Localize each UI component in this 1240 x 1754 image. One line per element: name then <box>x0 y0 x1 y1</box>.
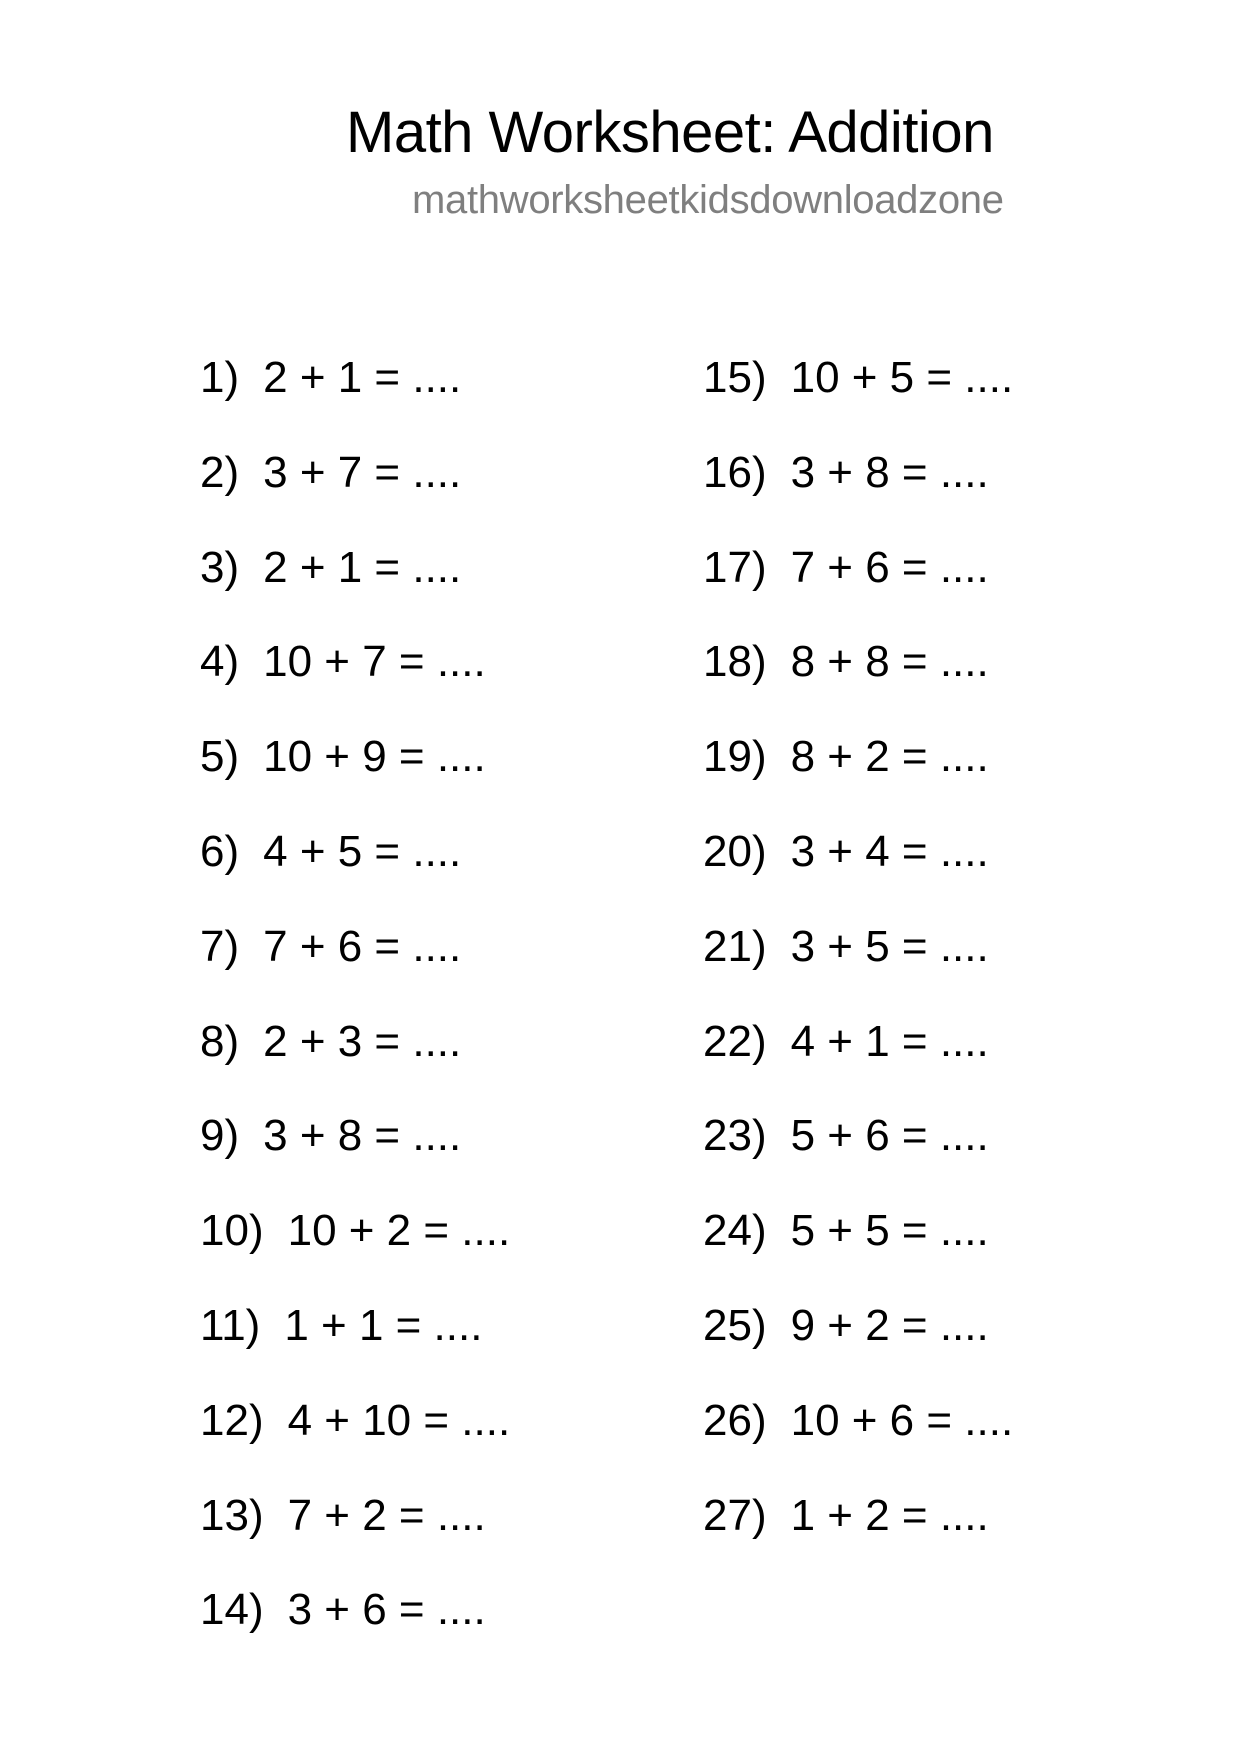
problem-number: 20) <box>703 826 767 876</box>
problem-number: 18) <box>703 637 767 687</box>
problem-number: 5) <box>200 732 240 782</box>
problem-item <box>200 1584 510 1679</box>
problem-number: 13) <box>200 1490 264 1540</box>
problem-expression: 7 + 6 = .... <box>790 542 989 592</box>
worksheet-title: Math Worksheet: Addition <box>346 100 994 165</box>
problem-number: 6) <box>200 826 240 876</box>
problem-expression: 2 + 1 = .... <box>263 542 462 592</box>
problem-number: 15) <box>703 353 767 402</box>
problem-expression: 9 + 2 = .... <box>790 1300 989 1350</box>
problem-expression: 8 + 8 = .... <box>790 637 989 687</box>
problem-item <box>200 1395 510 1490</box>
problem-number: 11) <box>200 1300 261 1350</box>
problem-item <box>200 1110 510 1205</box>
problem-item <box>703 1016 1013 1111</box>
problem-expression: 4 + 5 = .... <box>263 826 462 876</box>
problem-expression: 4 + 10 = .... <box>287 1395 511 1445</box>
problem-item <box>200 352 510 447</box>
problem-item <box>703 542 1013 637</box>
problem-expression: 10 + 9 = .... <box>263 732 486 782</box>
problem-column-right <box>703 352 1013 1584</box>
problem-column-left <box>200 352 510 1679</box>
problem-number: 16) <box>703 447 767 497</box>
problem-item <box>703 1300 1013 1395</box>
problem-item <box>200 826 510 921</box>
problem-number: 19) <box>703 732 767 782</box>
problem-expression: 3 + 7 = .... <box>263 447 462 497</box>
problem-expression: 10 + 2 = .... <box>287 1206 511 1256</box>
problem-item <box>703 447 1013 542</box>
problem-expression: 2 + 3 = .... <box>263 1016 462 1066</box>
problem-expression: 8 + 2 = .... <box>790 732 989 782</box>
problem-item <box>703 1490 1013 1585</box>
problem-number: 22) <box>703 1016 767 1066</box>
problem-expression: 1 + 2 = .... <box>790 1490 989 1540</box>
problem-number: 23) <box>703 1111 767 1161</box>
problem-number: 14) <box>200 1585 264 1635</box>
problem-number: 7) <box>200 921 240 971</box>
problem-number: 12) <box>200 1395 264 1445</box>
problem-number: 4) <box>200 637 240 687</box>
problem-item <box>200 636 510 731</box>
problem-number: 17) <box>703 542 767 592</box>
problem-number: 1) <box>200 353 240 402</box>
problem-item <box>200 542 510 637</box>
problem-expression: 4 + 1 = .... <box>790 1016 989 1066</box>
problem-item <box>200 921 510 1016</box>
problem-item <box>200 1300 510 1395</box>
problem-expression: 7 + 6 = .... <box>263 921 462 971</box>
problem-expression: 1 + 1 = .... <box>284 1300 483 1350</box>
problem-number: 24) <box>703 1206 767 1256</box>
problem-number: 27) <box>703 1490 767 1540</box>
problem-item <box>200 1490 510 1585</box>
problem-expression: 5 + 6 = .... <box>790 1111 989 1161</box>
problem-item <box>703 1205 1013 1300</box>
problem-expression: 10 + 6 = .... <box>790 1395 1014 1445</box>
problem-item <box>703 1395 1013 1490</box>
problem-expression: 3 + 4 = .... <box>790 826 989 876</box>
problem-number: 2) <box>200 447 240 497</box>
problem-number: 10) <box>200 1206 264 1256</box>
problem-expression: 10 + 7 = .... <box>263 637 486 687</box>
problem-number: 8) <box>200 1016 240 1066</box>
problem-number: 21) <box>703 921 767 971</box>
problem-number: 25) <box>703 1300 767 1350</box>
problem-item <box>200 447 510 542</box>
problem-item <box>703 826 1013 921</box>
problem-item <box>703 636 1013 731</box>
problem-expression: 10 + 5 = .... <box>790 353 1014 402</box>
problem-item <box>200 1016 510 1111</box>
problem-number: 26) <box>703 1395 767 1445</box>
problem-item <box>703 921 1013 1016</box>
problem-item <box>200 731 510 826</box>
problem-item <box>703 352 1013 447</box>
problem-number: 9) <box>200 1111 240 1161</box>
problem-item <box>703 731 1013 826</box>
problem-number: 3) <box>200 542 240 592</box>
problem-expression: 7 + 2 = .... <box>287 1490 486 1540</box>
problem-expression: 3 + 5 = .... <box>790 921 989 971</box>
problem-expression: 3 + 6 = .... <box>287 1585 486 1635</box>
problem-item <box>703 1110 1013 1205</box>
problem-item <box>200 1205 510 1300</box>
worksheet-source-subtitle: mathworksheetkidsdownloadzone <box>412 178 1004 222</box>
problem-expression: 3 + 8 = .... <box>790 447 989 497</box>
problem-expression: 5 + 5 = .... <box>790 1206 989 1256</box>
problem-expression: 3 + 8 = .... <box>263 1111 462 1161</box>
problem-expression: 2 + 1 = .... <box>263 353 462 402</box>
